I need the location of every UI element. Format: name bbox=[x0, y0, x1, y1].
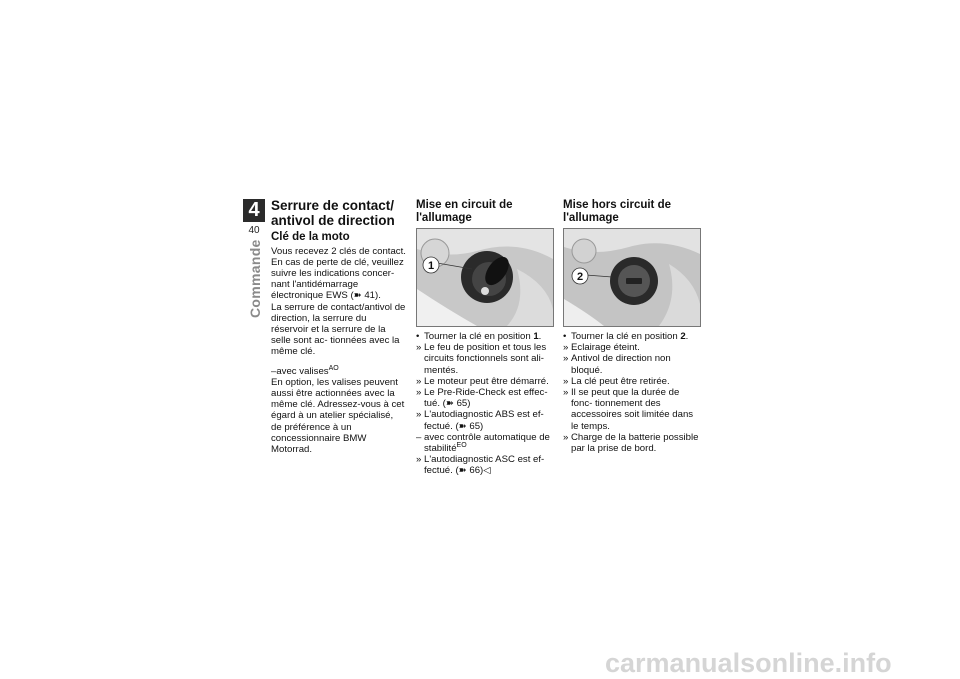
section-title-ignition-on: Mise en circuit de l'allumage bbox=[416, 199, 513, 224]
paragraph-same-key: La serrure de contact/antivol de direction, la serrure du réservoir et la serrure de la selle sont ac- tionnées avec la même clé. bbox=[271, 301, 406, 358]
step-text: La clé peut être retirée. bbox=[571, 375, 670, 387]
step-text: Tourner la clé en position bbox=[424, 331, 534, 342]
option-code: EO bbox=[456, 441, 467, 449]
watermark: carmanualsonline.info bbox=[605, 648, 892, 678]
ignition-off-figure bbox=[563, 228, 701, 327]
option-code: AO bbox=[328, 364, 339, 372]
ignition-off-steps bbox=[563, 331, 703, 454]
figure-callout-2: 2 bbox=[576, 271, 584, 283]
col2-item bbox=[416, 331, 554, 342]
step-punctuation: . bbox=[538, 331, 542, 342]
col3-item bbox=[563, 376, 703, 387]
option-label: – avec valises bbox=[271, 366, 329, 377]
page-number: 40 bbox=[248, 225, 260, 236]
col3-item bbox=[563, 331, 703, 342]
col2-item bbox=[416, 376, 554, 387]
ignition-on-steps bbox=[416, 331, 554, 477]
column-ignition-off bbox=[563, 199, 703, 454]
col2-item bbox=[416, 454, 554, 476]
option-line bbox=[271, 366, 406, 377]
col2-item bbox=[416, 387, 554, 409]
figure-callout-1: 1 bbox=[427, 260, 435, 272]
col3-item bbox=[563, 432, 703, 454]
col3-item bbox=[563, 342, 703, 353]
col2-item bbox=[416, 409, 554, 431]
col3-item bbox=[563, 353, 703, 375]
step-text: avec contrôle automatique de stabilité bbox=[424, 431, 550, 455]
col2-item bbox=[416, 342, 554, 376]
step-text: L'autodiagnostic ABS est ef- fectué. (➽ 65) bbox=[424, 409, 544, 432]
ignition-on-figure bbox=[416, 228, 554, 327]
step-text: Le moteur peut être démarré. bbox=[424, 375, 549, 387]
chapter-number-badge: 4 bbox=[243, 199, 265, 222]
step-text: Le Pre-Ride-Check est effec- tué. (➽ 65) bbox=[424, 387, 548, 410]
column-key bbox=[271, 199, 406, 455]
step-text: Charge de la batterie possible par la prise de bord. bbox=[571, 431, 699, 455]
key-position: 2 bbox=[680, 331, 686, 342]
step-text: Antivol de direction non bloqué. bbox=[571, 353, 671, 376]
paragraph-keys: Vous recevez 2 clés de contact. En cas de perte de clé, veuillez suivre les indications concer- nant l'antidémarrage électronique EWS (➽ 41). bbox=[271, 245, 406, 302]
col3-item bbox=[563, 387, 703, 432]
step-text: L'autodiagnostic ASC est ef- fectué. (➽ 66)◁ bbox=[424, 454, 545, 477]
step-text: Il se peut que la durée de fonc- tionnement des accessoires soit limitée dans le temps. bbox=[571, 387, 694, 432]
col2-item bbox=[416, 432, 554, 454]
section-title-ignition-lock: Serrure de contact/ antivol de direction bbox=[271, 198, 395, 228]
key-position: 1 bbox=[533, 331, 539, 342]
subsection-title-key: Clé de la moto bbox=[271, 231, 350, 243]
chapter-side-label: Commande bbox=[247, 239, 263, 318]
column-ignition-on bbox=[416, 199, 554, 477]
step-text: Tourner la clé en position bbox=[571, 331, 681, 342]
step-text: Eclairage éteint. bbox=[571, 342, 640, 354]
step-text: Le feu de position et tous les circuits fonctionnels sont ali- mentés. bbox=[424, 342, 547, 376]
step-punctuation: . bbox=[685, 331, 689, 342]
paragraph-cases: En option, les valises peuvent aussi être actionnées avec la même clé. Adressez-vous à cet égard à un atelier spécialisé, de préférence à un concessionnaire BMW Motorrad. bbox=[271, 376, 405, 455]
section-title-ignition-off: Mise hors circuit de l'allumage bbox=[563, 199, 672, 224]
